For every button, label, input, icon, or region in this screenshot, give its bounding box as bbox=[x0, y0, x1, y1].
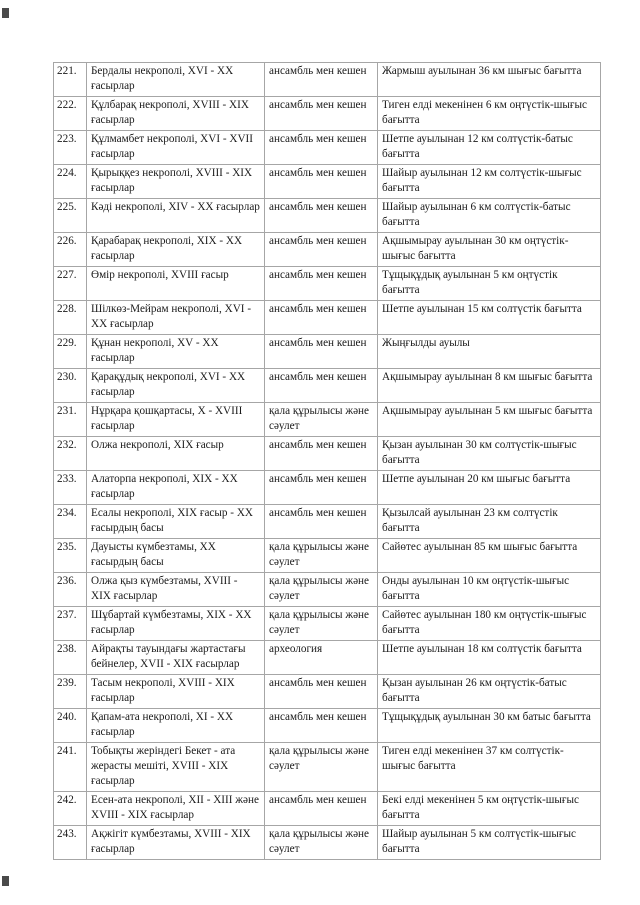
cell-name: Қарабарақ некрополі, XIX - XX ғасырлар bbox=[87, 233, 265, 267]
cell-type: ансамбль мен кешен bbox=[265, 792, 378, 826]
cell-location: Шетпе ауылынан 20 км шығыс бағытта bbox=[378, 471, 601, 505]
cell-name: Құлмамбет некрополі, XVI - XVII ғасырлар bbox=[87, 131, 265, 165]
cell-name: Құлбарақ некрополі, XVIII - XIX ғасырлар bbox=[87, 97, 265, 131]
cell-location: Ақшымырау ауылынан 30 км оңтүстік-шығыс бағытта bbox=[378, 233, 601, 267]
table-row bbox=[54, 335, 601, 369]
cell-name: Қырыққез некрополі, XVIII - XIX ғасырлар bbox=[87, 165, 265, 199]
cell-type: ансамбль мен кешен bbox=[265, 63, 378, 97]
table-row bbox=[54, 233, 601, 267]
cell-type: қала құрылысы және сәулет bbox=[265, 403, 378, 437]
cell-type: ансамбль мен кешен bbox=[265, 709, 378, 743]
cell-name: Қапам-ата некрополі, XI - XX ғасырлар bbox=[87, 709, 265, 743]
cell-type: ансамбль мен кешен bbox=[265, 369, 378, 403]
cell-name: Өмір некрополі, XVIII ғасыр bbox=[87, 267, 265, 301]
cell-name: Нұрқара қошқартасы, X - XVIII ғасырлар bbox=[87, 403, 265, 437]
table-row bbox=[54, 199, 601, 233]
cell-location: Жыңғылды ауылы bbox=[378, 335, 601, 369]
cell-location: Шетпе ауылынан 15 км солтүстік бағытта bbox=[378, 301, 601, 335]
cell-num: 233. bbox=[54, 471, 87, 505]
cell-location: Қызылсай ауылынан 23 км солтүстік бағытта bbox=[378, 505, 601, 539]
cell-name: Тобықты жеріндегі Бекет - ата жерасты мешіті, XVIII - XIX ғасырлар bbox=[87, 743, 265, 792]
cell-num: 229. bbox=[54, 335, 87, 369]
cell-num: 225. bbox=[54, 199, 87, 233]
cell-num: 242. bbox=[54, 792, 87, 826]
cell-location: Шайыр ауылынан 5 км солтүстік-шығыс бағытта bbox=[378, 826, 601, 860]
table-row bbox=[54, 63, 601, 97]
cell-type: ансамбль мен кешен bbox=[265, 233, 378, 267]
cell-location: Қызан ауылынан 26 км оңтүстік-батыс бағытта bbox=[378, 675, 601, 709]
cell-location: Сайөтес ауылынан 85 км шығыс бағытта bbox=[378, 539, 601, 573]
cell-location: Тұщықұдық ауылынан 30 км батыс бағытта bbox=[378, 709, 601, 743]
table-row bbox=[54, 826, 601, 860]
table-row bbox=[54, 471, 601, 505]
table-row bbox=[54, 97, 601, 131]
cell-num: 238. bbox=[54, 641, 87, 675]
cell-num: 228. bbox=[54, 301, 87, 335]
cell-type: ансамбль мен кешен bbox=[265, 165, 378, 199]
cell-type: археология bbox=[265, 641, 378, 675]
cell-type: қала құрылысы және сәулет bbox=[265, 826, 378, 860]
cell-name: Айрақты тауындағы жартастағы бейнелер, XVII - XIX ғасырлар bbox=[87, 641, 265, 675]
cell-type: ансамбль мен кешен bbox=[265, 97, 378, 131]
cell-num: 222. bbox=[54, 97, 87, 131]
cell-name: Қарақұдық некрополі, XVI - XX ғасырлар bbox=[87, 369, 265, 403]
table-row bbox=[54, 301, 601, 335]
cell-name: Алаторпа некрополі, XIX - XX ғасырлар bbox=[87, 471, 265, 505]
cell-name: Кәді некрополі, XIV - XX ғасырлар bbox=[87, 199, 265, 233]
cell-num: 223. bbox=[54, 131, 87, 165]
cell-num: 234. bbox=[54, 505, 87, 539]
cell-name: Есен-ата некрополі, XII - XIII және XVIII - XIX ғасырлар bbox=[87, 792, 265, 826]
cell-type: қала құрылысы және сәулет bbox=[265, 607, 378, 641]
cell-num: 226. bbox=[54, 233, 87, 267]
cell-name: Бердалы некрополі, XVI - XX ғасырлар bbox=[87, 63, 265, 97]
cell-name: Шілкөз-Мейрам некрополі, XVI - XX ғасырлар bbox=[87, 301, 265, 335]
cell-location: Онды ауылынан 10 км оңтүстік-шығыс бағытта bbox=[378, 573, 601, 607]
cell-num: 240. bbox=[54, 709, 87, 743]
table-row bbox=[54, 267, 601, 301]
cell-num: 239. bbox=[54, 675, 87, 709]
cell-num: 236. bbox=[54, 573, 87, 607]
cell-type: ансамбль мен кешен bbox=[265, 199, 378, 233]
cell-type: ансамбль мен кешен bbox=[265, 301, 378, 335]
table-row bbox=[54, 709, 601, 743]
cell-num: 221. bbox=[54, 63, 87, 97]
table-row bbox=[54, 641, 601, 675]
cell-num: 241. bbox=[54, 743, 87, 792]
table-row bbox=[54, 437, 601, 471]
cell-type: ансамбль мен кешен bbox=[265, 335, 378, 369]
cell-location: Тиген елді мекенінен 6 км оңтүстік-шығыс бағытта bbox=[378, 97, 601, 131]
cell-num: 232. bbox=[54, 437, 87, 471]
table-row bbox=[54, 573, 601, 607]
cell-location: Шайыр ауылынан 12 км солтүстік-шығыс бағытта bbox=[378, 165, 601, 199]
cell-location: Тұщықұдық ауылынан 5 км оңтүстік бағытта bbox=[378, 267, 601, 301]
cell-name: Есалы некрополі, XIX ғасыр - XX ғасырдың басы bbox=[87, 505, 265, 539]
cell-location: Жармыш ауылынан 36 км шығыс бағытта bbox=[378, 63, 601, 97]
cell-location: Ақшымырау ауылынан 8 км шығыс бағытта bbox=[378, 369, 601, 403]
table-row bbox=[54, 539, 601, 573]
cell-location: Қызан ауылынан 30 км солтүстік-шығыс бағытта bbox=[378, 437, 601, 471]
scan-mark-bottom-left bbox=[2, 876, 9, 886]
cell-num: 230. bbox=[54, 369, 87, 403]
table-row bbox=[54, 675, 601, 709]
cell-location: Ақшымырау ауылынан 5 км шығыс бағытта bbox=[378, 403, 601, 437]
scan-mark-top-left bbox=[2, 8, 9, 18]
cell-num: 231. bbox=[54, 403, 87, 437]
cell-num: 224. bbox=[54, 165, 87, 199]
cell-location: Бекі елді мекенінен 5 км оңтүстік-шығыс бағытта bbox=[378, 792, 601, 826]
cell-location: Сайөтес ауылынан 180 км оңтүстік-шығыс бағытта bbox=[378, 607, 601, 641]
table-row bbox=[54, 403, 601, 437]
table-row bbox=[54, 369, 601, 403]
cell-type: ансамбль мен кешен bbox=[265, 437, 378, 471]
cell-num: 235. bbox=[54, 539, 87, 573]
cell-name: Құнан некрополі, XV - XX ғасырлар bbox=[87, 335, 265, 369]
table-row bbox=[54, 505, 601, 539]
table-row bbox=[54, 607, 601, 641]
table-row bbox=[54, 165, 601, 199]
cell-location: Шайыр ауылынан 6 км солтүстік-батыс бағытта bbox=[378, 199, 601, 233]
cell-type: ансамбль мен кешен bbox=[265, 131, 378, 165]
cell-name: Дауысты күмбезтамы, XX ғасырдың басы bbox=[87, 539, 265, 573]
cell-num: 227. bbox=[54, 267, 87, 301]
cell-location: Шетпе ауылынан 12 км солтүстік-батыс бағытта bbox=[378, 131, 601, 165]
cell-type: ансамбль мен кешен bbox=[265, 267, 378, 301]
monuments-table bbox=[53, 62, 601, 860]
table-row bbox=[54, 792, 601, 826]
cell-location: Тиген елді мекенінен 37 км солтүстік-шығыс бағытта bbox=[378, 743, 601, 792]
cell-type: қала құрылысы және сәулет bbox=[265, 743, 378, 792]
cell-name: Шұбартай күмбезтамы, XIX - XX ғасырлар bbox=[87, 607, 265, 641]
cell-type: ансамбль мен кешен bbox=[265, 471, 378, 505]
cell-name: Тасым некрополі, XVIII - XIX ғасырлар bbox=[87, 675, 265, 709]
table-row bbox=[54, 131, 601, 165]
table-row bbox=[54, 743, 601, 792]
cell-type: ансамбль мен кешен bbox=[265, 505, 378, 539]
cell-name: Олжа қыз күмбезтамы, XVIII - XIX ғасырлар bbox=[87, 573, 265, 607]
cell-name: Ақжігіт күмбезтамы, XVIII - XIX ғасырлар bbox=[87, 826, 265, 860]
monuments-table-body bbox=[54, 63, 601, 860]
cell-type: қала құрылысы және сәулет bbox=[265, 539, 378, 573]
cell-location: Шетпе ауылынан 18 км солтүстік бағытта bbox=[378, 641, 601, 675]
cell-name: Олжа некрополі, XIX ғасыр bbox=[87, 437, 265, 471]
cell-num: 243. bbox=[54, 826, 87, 860]
cell-type: қала құрылысы және сәулет bbox=[265, 573, 378, 607]
cell-type: ансамбль мен кешен bbox=[265, 675, 378, 709]
cell-num: 237. bbox=[54, 607, 87, 641]
